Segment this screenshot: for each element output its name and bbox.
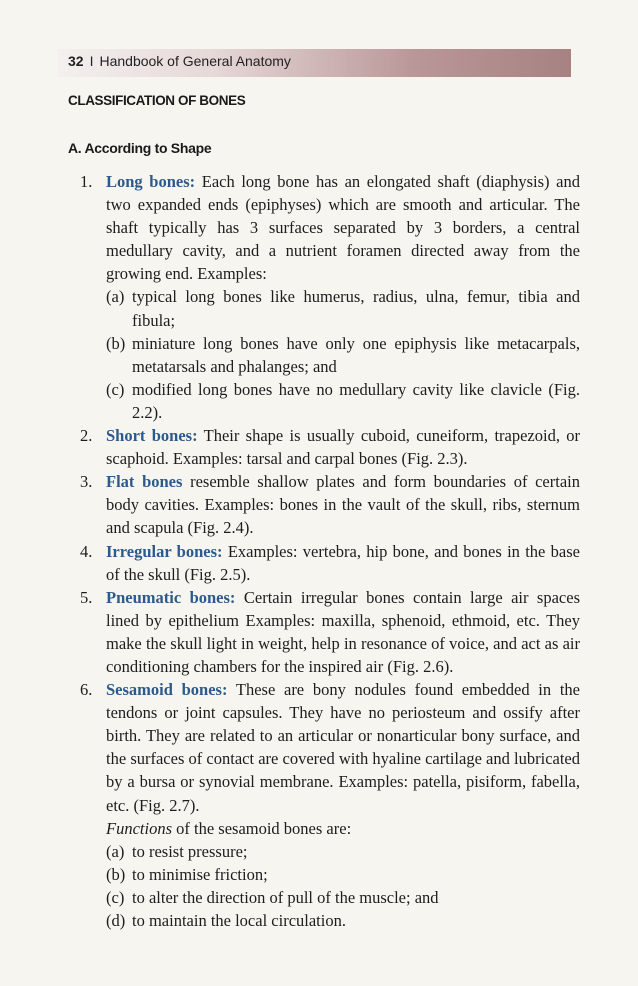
book-title: Handbook of General Anatomy	[99, 53, 291, 69]
sub-item	[106, 909, 580, 932]
item-text: resemble shallow plates and form boundaries of certain body cavities. Examples: bones in the vault of the skull, ribs, sternum and scapula (Fig. 2.4).	[106, 472, 580, 538]
sub-item-label: (d)	[106, 911, 126, 930]
list-item-sesamoid-bones	[80, 678, 580, 932]
item-text: Their shape is usually cuboid, cuneiform, trapezoid, or scaphoid. Examples: tarsal and carpal bones (Fig. 2.3).	[106, 426, 581, 469]
section-title: CLASSIFICATION OF BONES	[68, 93, 246, 108]
functions-rest: of the sesamoid bones are:	[172, 818, 352, 838]
sub-item-text: modified long bones have no medullary cavity like clavicle (Fig. 2.2).	[132, 379, 580, 422]
list-item-pneumatic-bones	[80, 586, 580, 678]
sub-item	[106, 863, 580, 886]
item-number: 1.	[80, 172, 93, 191]
term-flat-bones: Flat bones	[106, 472, 183, 492]
sub-item	[106, 840, 580, 863]
list-item-flat-bones	[80, 470, 580, 539]
sub-item	[106, 285, 580, 331]
functions-lead	[106, 817, 580, 840]
functions-label: Functions	[106, 818, 172, 838]
item-number: 3.	[80, 472, 93, 492]
sub-item	[106, 886, 580, 909]
term-long-bones: Long bones:	[106, 172, 196, 191]
sub-item	[106, 332, 580, 378]
sub-item-label: (a)	[106, 841, 125, 861]
body-text	[80, 170, 580, 932]
item-text: Each long bone has an elongated shaft (diaphysis) and two expanded ends (epiphyses) which are smooth and articular. The shaft typically has 3 surfaces separated by 3 borders, a central medullary cavity, and a nutrient foramen directed away from the growing end. Examples:	[106, 172, 580, 284]
page-number: 32	[68, 53, 84, 69]
item-number: 4.	[80, 541, 93, 561]
item-number: 2.	[80, 426, 93, 446]
term-sesamoid-bones: Sesamoid bones:	[106, 680, 228, 700]
term-pneumatic-bones: Pneumatic bones:	[106, 587, 236, 607]
sub-item-label: (c)	[106, 379, 125, 399]
sub-item-label: (c)	[106, 887, 125, 907]
item-text: Examples: vertebra, hip bone, and bones in the base of the skull (Fig. 2.5).	[106, 541, 580, 584]
item-number: 6.	[80, 680, 93, 700]
item-body	[106, 170, 580, 424]
sub-item-label: (b)	[106, 864, 126, 884]
sub-item-text: to alter the direction of pull of the muscle; and	[132, 887, 439, 907]
item-body	[106, 586, 580, 678]
item-body	[106, 678, 580, 932]
list-item-irregular-bones	[80, 540, 580, 586]
list-item-short-bones	[80, 424, 580, 470]
item-number: 5.	[80, 587, 93, 607]
sub-item	[106, 378, 580, 424]
list-item-long-bones	[80, 170, 580, 424]
sub-item-text: to minimise friction;	[132, 864, 268, 884]
term-irregular-bones: Irregular bones:	[106, 541, 223, 561]
sub-item-label: (b)	[106, 333, 126, 353]
item-body	[106, 470, 580, 539]
sub-item-text: typical long bones like humerus, radius, ulna, femur, tibia and fibula;	[132, 287, 580, 330]
sub-item-text: to maintain the local circulation.	[132, 911, 346, 930]
item-body	[106, 424, 580, 470]
sub-item-label: (a)	[106, 287, 125, 307]
header-separator: I	[89, 53, 94, 69]
sub-item-text: to resist pressure;	[132, 841, 248, 861]
item-text: These are bony nodules found embedded in the tendons or joint capsules. They have no periosteum and ossify after birth. They are related to an articular or nonarticular bony surface, and the surfaces of contact are covered with hyaline cartilage and lubricated by a bursa or synovial membrane. Examples: patella, pisiform, fabella, etc. (Fig. 2.7).	[106, 680, 580, 815]
running-header	[68, 53, 291, 69]
subsection-title: A. According to Shape	[68, 140, 212, 156]
item-text: Certain irregular bones contain large air spaces lined by epithelium Examples: maxilla, sphenoid, ethmoid, etc. They make the skull light in weight, help in resonance of voice, and act as air conditioning chambers for the inspired air (Fig. 2.6).	[106, 587, 580, 676]
sub-item-text: miniature long bones have only one epiphysis like metacarpals, metatarsals and phalanges; and	[132, 333, 580, 376]
item-body	[106, 540, 580, 586]
term-short-bones: Short bones:	[106, 426, 198, 446]
